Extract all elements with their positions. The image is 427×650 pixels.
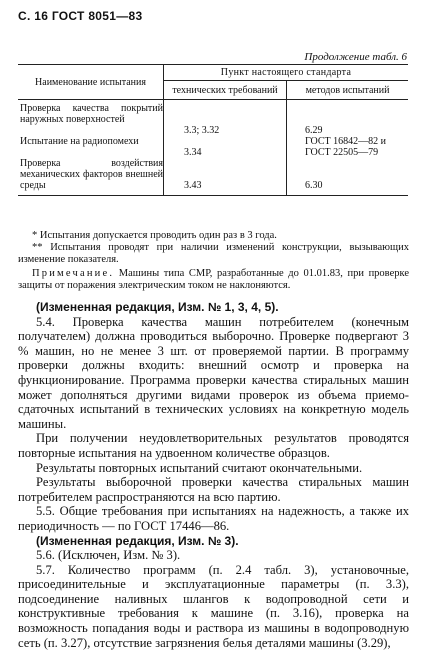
table-note	[18, 268, 409, 292]
table-row	[18, 158, 408, 196]
amendment-note: (Измененная редакция, Изм. № 1, 3, 4, 5).	[36, 300, 279, 314]
footnote-1: * Испытания допускается проводить один раз в 3 года.	[32, 230, 277, 241]
row-methods: 6.29	[305, 125, 323, 136]
paragraph: 5.7. Количество программ (п. 2.4 табл. 3), установочные, присоединительные и эксплуатационные параметры (п. 3.3), подсоединение наливных шлангов к водопроводной сети и конструктивные требования к машине (п. 3.16), проверка на возможность попадания воды и раствора из машины в водопроводную сеть (п. 3.27), отсутствие загрязнения белья деталями машины (3.29),	[18, 562, 409, 650]
paragraph: Результаты повторных испытаний считают окончательными.	[36, 460, 363, 475]
row-tech: 3.3; 3.32	[164, 100, 287, 137]
row-tech: 3.34	[164, 136, 287, 158]
paragraph: 5.6. (Исключен, Изм. № 3).	[36, 548, 181, 563]
amendment-note: (Измененная редакция, Изм. № 3).	[36, 533, 239, 548]
row-methods: 6.30	[287, 158, 409, 196]
footnote-2: ** Испытания проводят при наличии изменений конструкции, вызывающих изменение показателя.	[18, 242, 409, 265]
col-header-point: Пункт настоящего стандарта	[164, 65, 409, 81]
paragraph: При получении неудовлетворительных результатов проводятся повторные испытания на удвоенном количестве образцов.	[18, 431, 409, 460]
table-row	[18, 100, 408, 137]
table-continuation-caption: Продолжение табл. 6	[304, 51, 407, 63]
col-header-tech: технических требований	[164, 81, 287, 100]
body-text	[18, 300, 409, 650]
col-header-methods: методов испытаний	[287, 81, 409, 100]
table-note-label: Примечание.	[32, 268, 115, 279]
paragraph: 5.5. Общие требования при испытаниях на надежность, а также их периодичность — по ГОСТ 17446—86.	[18, 504, 409, 533]
row-tech: 3.43	[164, 158, 287, 196]
row-name: Проверка воздействия механических факторов внешней среды	[18, 158, 164, 196]
page-header: С. 16 ГОСТ 8051—83	[18, 9, 143, 23]
table-note-text: Машины типа СМР, разработанные до 01.01.83, при проверке защиты от поражения электрическим током не наклоняются.	[18, 268, 409, 291]
paragraph: Результаты выборочной проверки качества стиральных машин потребителем распространяются на всю партию.	[18, 475, 409, 504]
table-header-row	[18, 65, 408, 81]
col-header-name: Наименование испытания	[18, 65, 164, 100]
table-row	[18, 136, 408, 158]
row-name: Проверка качества покрытий наружных поверхностей	[18, 100, 164, 137]
row-methods: ГОСТ 16842—82 и ГОСТ 22505—79	[305, 136, 387, 158]
tests-table	[18, 64, 408, 196]
paragraph: 5.4. Проверка качества машин потребителем (конечным получателем) должна проводиться выборочно. Проверке подвергают 3 % машин, но не менее 3 шт. от проверяемой партии. В программу проверки должны входить: внешний осмотр и проверка на функционирование. Программа проверки качества стиральных машин может дополняться другими видами проверок из объема приемо-сдаточных испытаний в технических условиях на конкретную модель машины.	[18, 314, 409, 431]
row-name: Испытание на радиопомехи	[18, 136, 164, 158]
